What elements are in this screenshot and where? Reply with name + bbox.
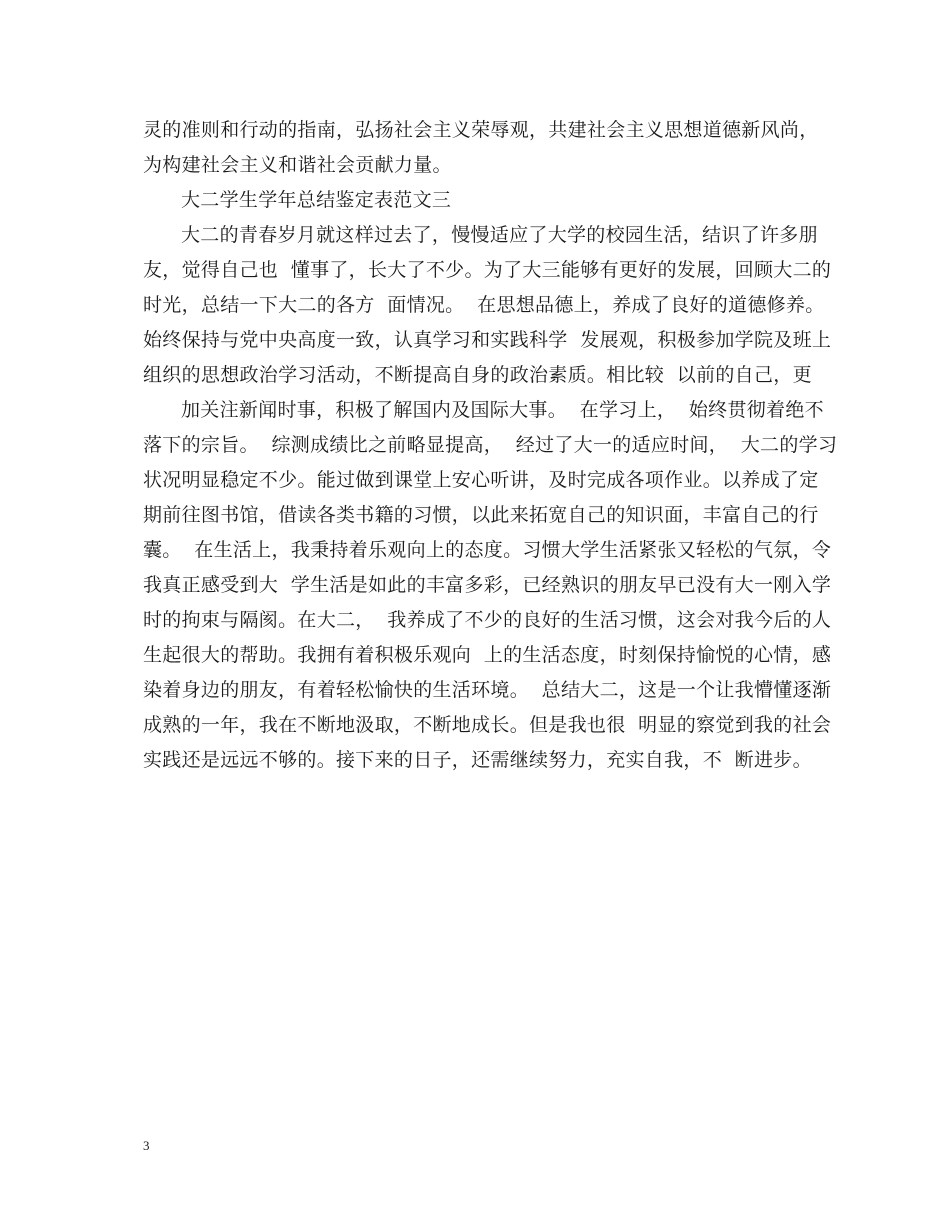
text-line: 成熟的一年，我在不断地汲取，不断地成长。但是我也很 明显的察觉到我的社会	[143, 714, 832, 736]
text-line: 为构建社会主义和谐社会贡献力量。	[143, 154, 452, 176]
text-line: 组织的思想政治学习活动，不断提高自身的政治素质。相比较 以前的自己，更	[143, 364, 812, 386]
text-line: 我真正感受到大 学生活是如此的丰富多彩，已经熟识的朋友早已没有大一刚入学	[143, 574, 832, 596]
text-line: 染着身边的朋友，有着轻松愉快的生活环境。 总结大二，这是一个让我懵懂逐渐	[143, 679, 832, 701]
text-line: 时的拘束与隔阂。在大二， 我养成了不少的良好的生活习惯，这会对我今后的人	[143, 609, 832, 631]
text-line: 期前往图书馆，借读各类书籍的习惯，以此来拓宽自己的知识面，丰富自己的行	[143, 504, 819, 526]
text-line: 实践还是远远不够的。接下来的日子，还需继续努力，充实自我，不 断进步。	[143, 749, 812, 771]
page-number: 3	[143, 1138, 150, 1153]
text-line: 大二学生学年总结鉴定表范文三	[181, 189, 452, 211]
text-line: 友，觉得自己也 懂事了，长大了不少。为了大三能够有更好的发展，回顾大二的	[143, 259, 832, 281]
text-line: 始终保持与党中央高度一致，认真学习和实践科学 发展观，积极参加学院及班上	[143, 329, 832, 351]
text-line: 大二的青春岁月就这样过去了，慢慢适应了大学的校园生活，结识了许多朋	[181, 224, 818, 246]
document-body	[143, 113, 838, 778]
text-line: 落下的宗旨。 综测成绩比之前略显提高， 经过了大一的适应时间， 大二的学习	[143, 434, 838, 456]
text-line: 生起很大的帮助。我拥有着积极乐观向 上的生活态度，时刻保持愉悦的心情，感	[143, 644, 832, 666]
text-line: 时光，总结一下大二的各方 面情况。 在思想品德上，养成了良好的道德修养。	[143, 294, 825, 316]
text-line: 囊。 在生活上，我秉持着乐观向上的态度。习惯大学生活紧张又轻松的气氛，令	[143, 539, 832, 561]
text-line: 状况明显稳定不少。能过做到课堂上安心听讲，及时完成各项作业。以养成了定	[143, 469, 819, 491]
text-line: 灵的准则和行动的指南，弘扬社会主义荣辱观，共建社会主义思想道德新风尚，	[143, 119, 819, 141]
text-line: 加关注新闻时事，积极了解国内及国际大事。 在学习上， 始终贯彻着绝不	[181, 399, 824, 421]
